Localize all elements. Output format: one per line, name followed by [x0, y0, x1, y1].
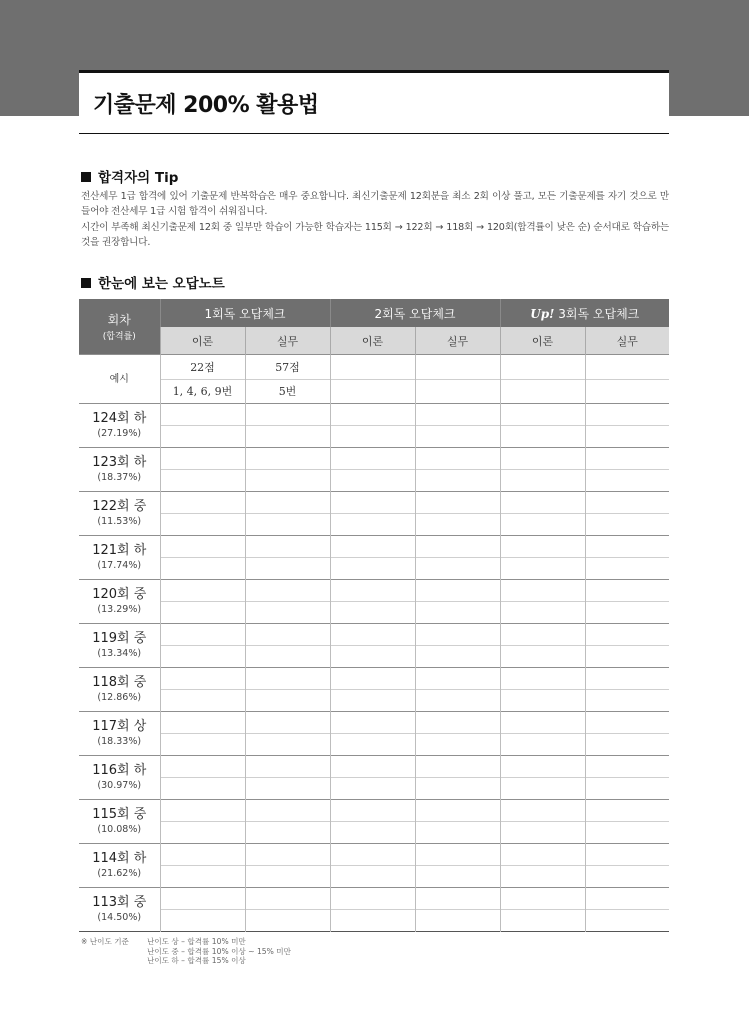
- check-cell: [160, 602, 245, 624]
- table-row: [79, 426, 669, 448]
- tip-heading: 합격자의 Tip: [81, 166, 178, 186]
- check-cell: [500, 470, 585, 492]
- table-row: [79, 778, 669, 800]
- check-cell: [585, 756, 669, 778]
- table-row: [79, 690, 669, 712]
- check-cell: [585, 536, 669, 558]
- sub-header: 실무: [245, 327, 330, 355]
- check-cell: [330, 492, 415, 514]
- check-cell: [245, 492, 330, 514]
- check-cell: [415, 624, 500, 646]
- check-cell: [160, 844, 245, 866]
- table-row: [79, 536, 669, 558]
- check-cell: [415, 646, 500, 668]
- check-cell: [330, 778, 415, 800]
- check-cell: [415, 514, 500, 536]
- check-cell: [160, 580, 245, 602]
- check-cell: [500, 668, 585, 690]
- check-cell: [415, 778, 500, 800]
- check-cell: [585, 888, 669, 910]
- check-cell: [245, 690, 330, 712]
- pass-rate: (14.50%): [97, 911, 142, 923]
- check-cell: [330, 888, 415, 910]
- round-label: 119회 중: [92, 630, 147, 646]
- table-row: [79, 668, 669, 690]
- check-cell: [500, 910, 585, 932]
- footnote-label: ※ 난이도 기준: [81, 937, 129, 946]
- pass-rate: (18.33%): [97, 735, 142, 747]
- check-cell: [500, 756, 585, 778]
- check-cell: [500, 712, 585, 734]
- round-cell: [79, 492, 160, 536]
- table-row: [79, 404, 669, 426]
- table-row: [79, 646, 669, 668]
- round-cell: [79, 580, 160, 624]
- check-cell: [160, 448, 245, 470]
- check-cell: [160, 756, 245, 778]
- sub-header: 이론: [500, 327, 585, 355]
- example-row: [79, 379, 669, 404]
- check-cell: [500, 492, 585, 514]
- check-cell: [245, 800, 330, 822]
- check-cell: [245, 822, 330, 844]
- check-cell: [585, 602, 669, 624]
- check-cell: [245, 910, 330, 932]
- check-cell: [245, 668, 330, 690]
- round-cell: [79, 624, 160, 668]
- round-label: 113회 중: [92, 894, 147, 910]
- footnote-line: 난이도 상 – 합격률 10% 미만: [147, 937, 246, 946]
- table-row: [79, 624, 669, 646]
- check-cell: [585, 624, 669, 646]
- check-cell: [245, 646, 330, 668]
- check-cell: [245, 712, 330, 734]
- check-cell: [160, 646, 245, 668]
- round-cell: [79, 800, 160, 844]
- example-wrong-theory: 1, 4, 6, 9번: [160, 379, 245, 404]
- table-body: [79, 355, 669, 932]
- check-cell: [500, 558, 585, 580]
- example-score-practice: 57점: [245, 355, 330, 380]
- check-cell: [160, 690, 245, 712]
- table-row: [79, 448, 669, 470]
- round-label: 116회 하: [92, 762, 147, 778]
- wrong-answer-heading: 한눈에 보는 오답노트: [81, 272, 225, 292]
- check-cell: [330, 910, 415, 932]
- check-cell: [245, 844, 330, 866]
- table-row: [79, 580, 669, 602]
- check-cell: [245, 866, 330, 888]
- check-cell: [415, 844, 500, 866]
- pass-rate: (13.29%): [97, 603, 142, 615]
- check-cell: [500, 866, 585, 888]
- check-cell: [500, 624, 585, 646]
- check-cell: [500, 822, 585, 844]
- round-label: 121회 하: [92, 542, 147, 558]
- check-cell: [585, 910, 669, 932]
- check-cell: [245, 404, 330, 426]
- check-cell: [330, 448, 415, 470]
- pass-rate: (21.62%): [97, 867, 142, 879]
- check-cell: [585, 690, 669, 712]
- check-cell: [500, 800, 585, 822]
- round-cell: [79, 404, 160, 448]
- check-cell: [500, 734, 585, 756]
- check-cell: [500, 844, 585, 866]
- check-cell: [500, 888, 585, 910]
- check-cell: [245, 580, 330, 602]
- sub-header: 이론: [330, 327, 415, 355]
- sub-header: 실무: [585, 327, 669, 355]
- check-cell: [330, 690, 415, 712]
- sub-header: 실무: [415, 327, 500, 355]
- pass-rate: (30.97%): [97, 779, 142, 791]
- table-row: [79, 492, 669, 514]
- footnote-line: 난이도 중 – 합격률 10% 이상 ~ 15% 미만: [147, 946, 291, 956]
- round-label: 122회 중: [92, 498, 147, 514]
- check-cell: [585, 822, 669, 844]
- check-cell: [160, 888, 245, 910]
- check-cell: [415, 734, 500, 756]
- check-cell: [245, 734, 330, 756]
- check-cell: [585, 404, 669, 426]
- table-row: [79, 844, 669, 866]
- check-cell: [585, 734, 669, 756]
- sub-header: 이론: [160, 327, 245, 355]
- check-cell: [415, 602, 500, 624]
- example-score-theory: 22점: [160, 355, 245, 380]
- check-cell: [415, 800, 500, 822]
- check-cell: [585, 668, 669, 690]
- check-cell: [245, 778, 330, 800]
- check-cell: [415, 888, 500, 910]
- footnote-line: 난이도 하 – 합격률 15% 이상: [147, 956, 246, 965]
- table-row: [79, 602, 669, 624]
- table-row: [79, 800, 669, 822]
- check-cell: [160, 712, 245, 734]
- check-cell: [245, 426, 330, 448]
- check-cell: [415, 470, 500, 492]
- check-cell: [500, 448, 585, 470]
- title-box: [79, 70, 669, 134]
- check-cell: [160, 536, 245, 558]
- check-cell: [500, 602, 585, 624]
- round-label: 115회 중: [92, 806, 147, 822]
- table-row: [79, 470, 669, 492]
- pass-rate: (12.86%): [97, 691, 142, 703]
- round-label: 117회 상: [92, 718, 147, 734]
- check-cell: [330, 756, 415, 778]
- check-cell: [585, 646, 669, 668]
- check-cell: [330, 646, 415, 668]
- check-cell: [160, 866, 245, 888]
- table-row: [79, 558, 669, 580]
- pass-rate: (17.74%): [97, 559, 142, 571]
- group-header-2: 2회독 오답체크: [330, 299, 500, 327]
- check-cell: [500, 778, 585, 800]
- check-cell: [160, 514, 245, 536]
- check-cell: [585, 844, 669, 866]
- check-cell: [245, 536, 330, 558]
- check-cell: [245, 756, 330, 778]
- check-cell: [330, 514, 415, 536]
- group-header-1: 1회독 오답체크: [160, 299, 330, 327]
- check-cell: [585, 470, 669, 492]
- table-row: [79, 756, 669, 778]
- check-cell: [160, 492, 245, 514]
- check-cell: [245, 448, 330, 470]
- check-cell: [330, 536, 415, 558]
- check-cell: [500, 646, 585, 668]
- check-cell: [330, 734, 415, 756]
- round-cell: [79, 448, 160, 492]
- check-cell: [415, 910, 500, 932]
- check-cell: [415, 822, 500, 844]
- check-cell: [415, 712, 500, 734]
- check-cell: [500, 404, 585, 426]
- round-label: 114회 하: [92, 850, 147, 866]
- example-row: [79, 355, 669, 380]
- check-cell: [330, 470, 415, 492]
- check-cell: [415, 690, 500, 712]
- pass-rate: (10.08%): [97, 823, 142, 835]
- check-cell: [415, 426, 500, 448]
- pass-rate: (27.19%): [97, 427, 142, 439]
- square-bullet-icon: [81, 278, 91, 288]
- pass-rate: (18.37%): [97, 471, 142, 483]
- check-cell: [415, 866, 500, 888]
- check-cell: [245, 514, 330, 536]
- check-cell: [245, 602, 330, 624]
- check-cell: [160, 822, 245, 844]
- check-cell: [330, 866, 415, 888]
- check-cell: [245, 624, 330, 646]
- round-cell: [79, 668, 160, 712]
- check-cell: [330, 404, 415, 426]
- table-row: [79, 734, 669, 756]
- round-column-header: 회차 (합격률): [79, 299, 160, 355]
- check-cell: [330, 558, 415, 580]
- round-label: 123회 하: [92, 454, 147, 470]
- check-cell: [585, 448, 669, 470]
- check-cell: [585, 426, 669, 448]
- check-cell: [585, 492, 669, 514]
- check-cell: [330, 668, 415, 690]
- table-row: [79, 712, 669, 734]
- page-title: 기출문제 200% 활용법: [93, 93, 319, 118]
- check-cell: [330, 800, 415, 822]
- round-label: 120회 중: [92, 586, 147, 602]
- wrong-answer-table: [79, 299, 669, 932]
- check-cell: [330, 426, 415, 448]
- check-cell: [160, 800, 245, 822]
- check-cell: [500, 690, 585, 712]
- check-cell: [415, 492, 500, 514]
- round-cell: [79, 756, 160, 800]
- check-cell: [160, 734, 245, 756]
- check-cell: [500, 580, 585, 602]
- check-cell: [585, 778, 669, 800]
- check-cell: [415, 536, 500, 558]
- tip-paragraph-2: 시간이 부족해 최신기출문제 12회 중 일부만 학습이 가능한 학습자는 115회 → 122회 → 118회 → 120회(합격률이 낮은 순) 순서대로 학습하는 것을 권장합니다.: [81, 222, 669, 248]
- check-cell: [160, 558, 245, 580]
- check-cell: [500, 514, 585, 536]
- up-badge: Up!: [530, 306, 555, 321]
- check-cell: [160, 470, 245, 492]
- check-cell: [585, 514, 669, 536]
- check-cell: [415, 580, 500, 602]
- table-row: [79, 888, 669, 910]
- group-header-3: Up! 3회독 오답체크: [500, 299, 669, 327]
- check-cell: [245, 888, 330, 910]
- check-cell: [330, 844, 415, 866]
- check-cell: [415, 756, 500, 778]
- check-cell: [585, 800, 669, 822]
- check-cell: [500, 536, 585, 558]
- table-row: [79, 910, 669, 932]
- table-row: [79, 514, 669, 536]
- round-cell: [79, 536, 160, 580]
- pass-rate: (13.34%): [97, 647, 142, 659]
- round-cell: [79, 712, 160, 756]
- example-wrong-practice: 5번: [245, 379, 330, 404]
- pass-rate: (11.53%): [97, 515, 142, 527]
- check-cell: [585, 580, 669, 602]
- check-cell: [500, 426, 585, 448]
- check-cell: [160, 426, 245, 448]
- check-cell: [160, 404, 245, 426]
- round-label: 118회 중: [92, 674, 147, 690]
- check-cell: [160, 910, 245, 932]
- table-row: [79, 866, 669, 888]
- check-cell: [585, 558, 669, 580]
- square-bullet-icon: [81, 172, 91, 182]
- round-cell: [79, 888, 160, 932]
- tip-paragraph-1: 전산세무 1급 합격에 있어 기출문제 반복학습은 매우 중요합니다. 최신기출문제 12회분을 최소 2회 이상 풀고, 모든 기출문제를 자기 것으로 만들어야 전산세무 1급 시험 합격이 쉬워집니다.: [81, 191, 669, 217]
- check-cell: [330, 580, 415, 602]
- check-cell: [245, 558, 330, 580]
- table-row: [79, 822, 669, 844]
- check-cell: [415, 448, 500, 470]
- check-cell: [330, 602, 415, 624]
- check-cell: [415, 668, 500, 690]
- check-cell: [415, 558, 500, 580]
- check-cell: [330, 822, 415, 844]
- check-cell: [585, 866, 669, 888]
- check-cell: [415, 404, 500, 426]
- check-cell: [330, 712, 415, 734]
- example-label-cell: 예시: [79, 355, 160, 404]
- check-cell: [160, 778, 245, 800]
- check-cell: [160, 624, 245, 646]
- round-label: 124회 하: [92, 410, 147, 426]
- check-cell: [160, 668, 245, 690]
- check-cell: [245, 470, 330, 492]
- round-cell: [79, 844, 160, 888]
- check-cell: [585, 712, 669, 734]
- check-cell: [330, 624, 415, 646]
